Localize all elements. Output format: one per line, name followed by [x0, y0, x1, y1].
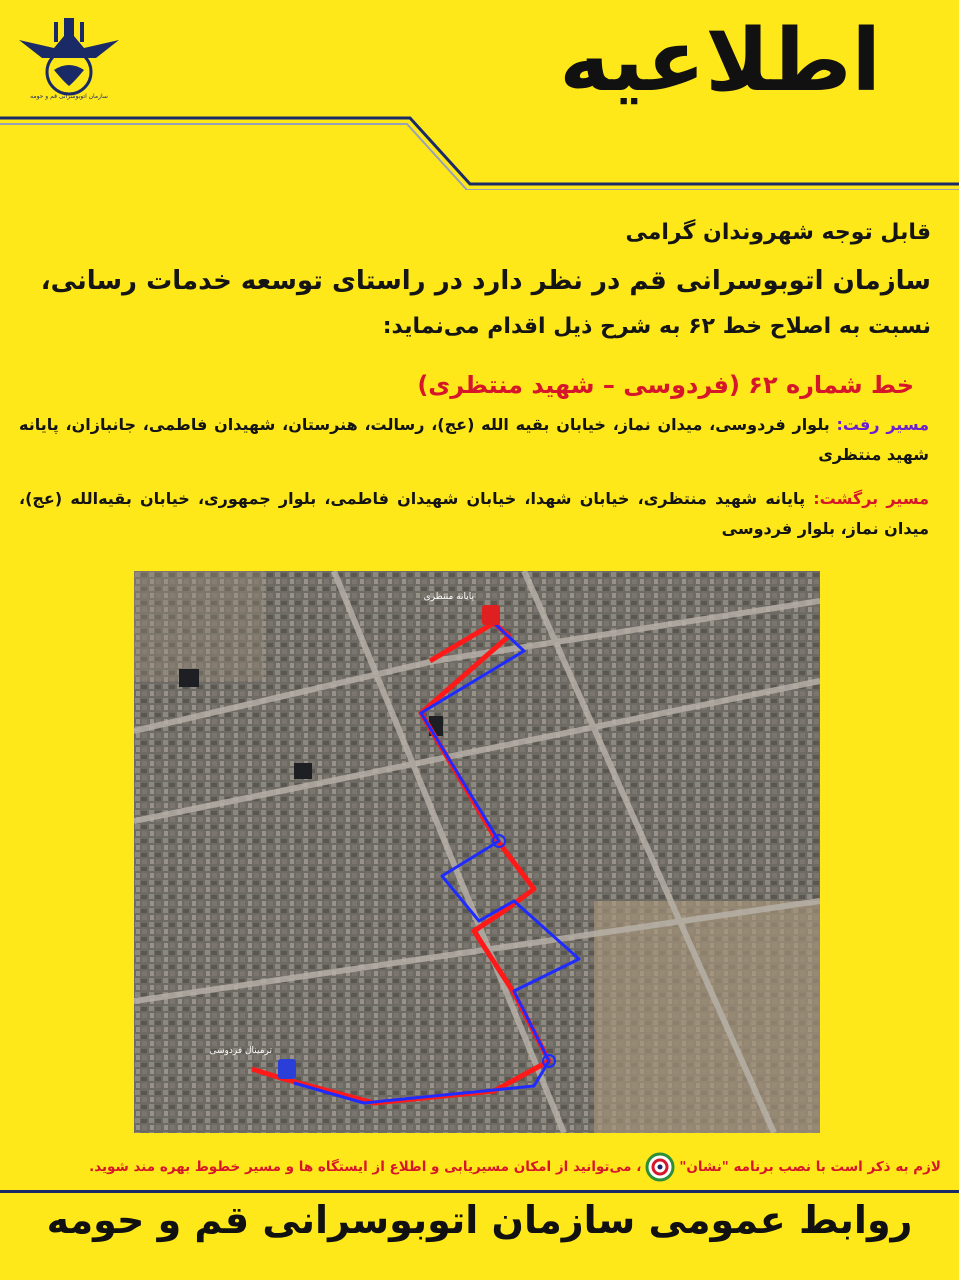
footer-signature: روابط عمومی سازمان اتوبوسرانی قم و حومه	[46, 1198, 913, 1242]
app-note	[18, 1152, 941, 1182]
route-outbound	[19, 410, 929, 470]
route-map	[134, 571, 820, 1133]
map-label-top: پایانه منتظری	[423, 592, 474, 602]
map-label-bottom: ترمینال فردوسی	[209, 1046, 272, 1056]
intro-line-2: سازمان اتوبوسرانی قم در نظر دارد در راستای توسعه خدمات رسانی،	[40, 266, 931, 296]
company-logo	[14, 10, 124, 100]
terminal-top-bus-icon	[482, 605, 500, 625]
route-return-label: مسیر برگشت:	[813, 489, 930, 508]
route-outbound-label: مسیر رفت:	[836, 415, 930, 434]
nishan-app-icon	[645, 1152, 675, 1182]
route-outbound-text: بلوار فردوسی، میدان نماز، خیابان بقیه الله (عج)، رسالت، هنرستان، شهیدان فاطمی، جانبازان، پایانه شهید منتظری	[19, 415, 929, 464]
line-title: خط شماره ۶۲ (فردوسی – شهید منتظری)	[417, 371, 914, 399]
app-note-part-1: لازم به ذکر است با نصب برنامه "نشان"	[679, 1159, 941, 1175]
intro-line-3: نسبت به اصلاح خط ۶۲ به شرح ذیل اقدام می‌نماید:	[382, 314, 931, 339]
footer-divider	[0, 1190, 959, 1193]
page-title: اطلاعیه	[559, 11, 881, 111]
logo-ring-text: سازمان اتوبوسرانی قم و حومه	[30, 93, 108, 100]
terminal-bottom-bus-icon	[278, 1059, 296, 1079]
intro-greeting: قابل توجه شهروندان گرامی	[625, 220, 931, 245]
app-note-part-2: ، می‌توانید از امکان مسیریابی و اطلاع از ایستگاه ها و مسیر خطوط بهره مند شوید.	[89, 1159, 642, 1175]
route-return	[19, 484, 929, 544]
route-return-text: پایانه شهید منتظری، خیابان شهدا، خیابان شهیدان فاطمی، بلوار جمهوری، خیابان بقیه‌الله (عج)، میدان نماز، بلوار فردوسی	[19, 489, 929, 538]
